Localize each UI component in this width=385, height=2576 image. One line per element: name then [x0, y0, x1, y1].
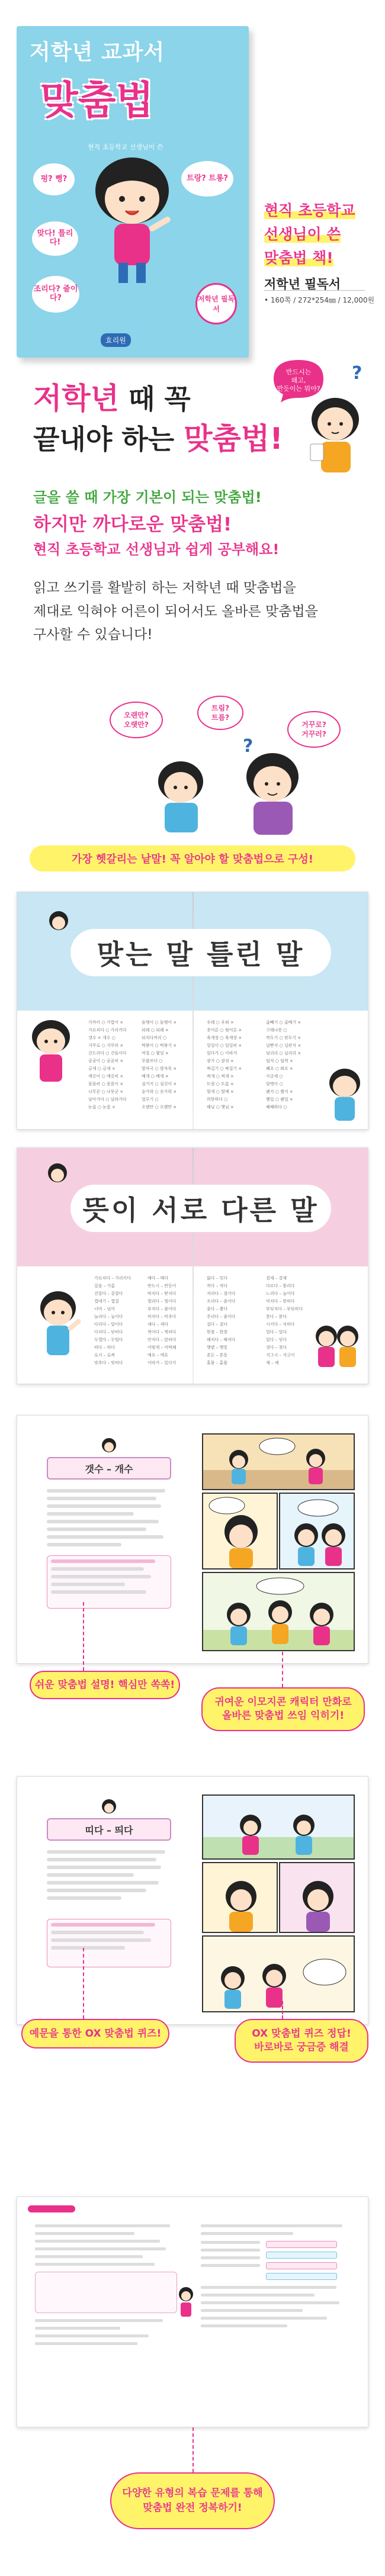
callout-explanation: 쉬운 맞춤법 설명! 핵심만 쏙쏙! — [30, 1671, 180, 1699]
spread-title: 뜻이 서로 다른 말 — [70, 1185, 331, 1232]
teacher-line-1: 현직 초등학교 — [264, 202, 355, 219]
intro-headline — [33, 379, 283, 459]
headline-d: 맞춤법! — [184, 421, 283, 456]
word-table-right-2: 결제 – 결재 다르다 – 틀리다 느리다 – 늘이다 마치다 – 맞히다 부딪치다 – 부딪히다 붓다 – 붇다 시키다 – 식히다 업다 – 엎다 있다 – 잇다 젓다 – 젖다 지그시 – 지긋이 채 – 체 — [266, 1276, 303, 1365]
svg-text:반듯이는 뭐야?: 반듯이는 뭐야? — [277, 385, 320, 393]
comic-panel-3 — [279, 1493, 355, 1570]
cover-girl-illustration — [82, 144, 182, 287]
comic-panel-1 — [202, 1794, 355, 1860]
explanation-text — [47, 1850, 171, 1904]
explanation-title: 띠다 – 띄다 — [47, 1818, 171, 1841]
headline-b: 때 꼭 — [118, 383, 191, 415]
review-callout — [110, 2472, 275, 2529]
svg-text:트림?: 트림? — [211, 704, 230, 712]
svg-text:반드시는: 반드시는 — [285, 368, 312, 376]
two-characters — [313, 1320, 361, 1373]
boy-character — [324, 1065, 365, 1124]
callout-answer-line-2: 바로바로 궁금증 해결 — [254, 2041, 349, 2053]
callout-comic-line-1: 귀여운 이모지콘 캐릭터 만화로 — [214, 1696, 352, 1709]
connector-line — [83, 1948, 84, 2019]
word-table-right-1: 우레 ○ 우뢰 × 웃어른 ○ 윗어른 × 육개장 ○ 육계장 × 일일이 ○ 일일히 × 있다가 ○ 이따가 잠가 ○ 잠궈 × 짜깁기 ○ 짜집기 × 찌개 ○ 찌게 × 트림 ○ 트름 × 할게 ○ 할께 × 희한하다 ○ 해님 ○ 햇님 × — [207, 1020, 242, 1109]
comic-panel-4 — [202, 1572, 355, 1651]
svg-text:오랫만?: 오랫만? — [124, 721, 149, 729]
lesson-page-2 — [17, 1776, 368, 2025]
cover-sticker: 저학년 필독서 — [195, 283, 237, 324]
word-table-right-2: 곱빼기 ○ 곱배기 × 구레나룻 ○ 깍두기 ○ 깎두기 × 널빤지 ○ 널판지 × 늴리리 ○ 닐리리 × 덥석 ○ 덥썩 × 봬요 ○ 뵈요 × 사글세 ○ 알맹이 ○ 왠지 ○ 웬지 × 웬일 ○ 왠일 × 쩨쩨하다 ○ — [266, 1020, 301, 1109]
comic-panel-4 — [202, 1935, 355, 2012]
callout-answer-line-1: OX 맞춤법 퀴즈 정답! — [252, 2028, 351, 2040]
headline-a: 저학년 — [33, 381, 119, 416]
intro-body-line-3: 구사할 수 있습니다! — [33, 627, 153, 643]
explanation-card — [35, 1800, 183, 1996]
comic-panel-3 — [279, 1862, 355, 1933]
review-callout-line-2: 맞춤법 완전 정복하기! — [143, 2502, 242, 2514]
connector-line — [282, 2001, 283, 2019]
cover-bubble-3: 맞다! 틀리다! — [32, 221, 78, 256]
mini-character-icon — [100, 1798, 118, 1816]
review-callout-line-1: 다양한 유형의 복습 문제를 통해 — [122, 2487, 263, 2500]
comic-panel-2 — [202, 1493, 278, 1570]
svg-text:거꾸러?: 거꾸러? — [301, 730, 326, 738]
svg-text:오랜만?: 오랜만? — [124, 711, 149, 719]
spread-title: 맞는 말 틀린 말 — [70, 929, 331, 976]
book-cover — [17, 26, 249, 358]
explanation-card — [35, 1439, 183, 1635]
mini-character — [47, 909, 70, 932]
intro-pink-line-2: 현직 초등학교 선생님과 쉽게 공부해요! — [33, 541, 280, 558]
review-answer-box — [35, 2272, 177, 2313]
matching-row — [201, 2241, 355, 2280]
comic-panel-1 — [202, 1433, 355, 1490]
svg-text:거꾸로?: 거꾸로? — [301, 721, 326, 729]
word-table-left-1: 가르치다 – 가리키다 갈음 – 가름 걷잡다 – 겉잡다 껍데기 – 껍질 너머 – 넘어 늘리다 – 늘이다 다리다 – 달이다 다치다 – 닫히다 두껍다 – 두텁다 띠다 – 띄다 로서 – 로써 맞추다 – 맞히다 — [94, 1276, 131, 1365]
cover-main-title: 맞춤법 — [40, 78, 154, 123]
review-page — [17, 2196, 368, 2427]
connector-line — [83, 1602, 84, 1671]
intro-body — [33, 577, 318, 647]
cover-bubble-2: 트랑? 트롱? — [181, 161, 233, 197]
page-fold — [192, 892, 194, 1129]
teacher-line-3: 맞춤법 책! — [264, 249, 333, 266]
intro-pink-line-1: 하지만 까다로운 맞춤법! — [33, 514, 232, 535]
svg-text:왜고,: 왜고, — [291, 377, 306, 384]
svg-text:?: ? — [352, 363, 362, 384]
boy-character — [31, 1288, 85, 1365]
book-name: 저학년 필독서 — [264, 277, 341, 291]
cover-bubble-1: 펑? 뻥? — [33, 163, 75, 195]
cover-bubble-4: 조리다? 줄이다? — [32, 276, 79, 313]
headline-c: 끝내야 하는 — [33, 423, 184, 455]
ox-quiz-box — [47, 1919, 171, 1967]
quiz-box — [47, 1555, 171, 1609]
review-tag — [28, 2205, 75, 2212]
kids-caption: 가장 헷갈리는 낱말! 꼭 알아야 할 맞춤법으로 구성! — [30, 845, 355, 871]
comic-strip — [202, 1794, 356, 2014]
cover-top-title: 저학년 교과서 — [30, 40, 165, 65]
review-left-column — [35, 2224, 177, 2350]
intro-green-line: 글을 쓸 때 가장 기본이 되는 맞춤법! — [33, 489, 262, 506]
callout-ox-answer — [235, 2019, 368, 2063]
svg-text:?: ? — [243, 736, 254, 757]
intro-body-line-1: 읽고 쓰기를 활발히 하는 저학년 때 맞춤법을 — [33, 580, 296, 596]
connector-line — [282, 1652, 283, 1687]
connector-line — [192, 2427, 194, 2472]
review-right-column — [201, 2224, 355, 2332]
page-fold — [192, 1148, 194, 1384]
teacher-line-2: 선생님이 쓴 — [264, 226, 341, 243]
mini-character-icon — [100, 1437, 118, 1455]
intro-body-line-2: 제대로 익혀야 어른이 되어서도 올바른 맞춤법을 — [33, 603, 318, 619]
word-table-right-1: 잃다 – 잊다 작다 – 적다 저리다 – 절이다 조리다 – 졸이다 좇다 – 쫓다 주리다 – 줄이다 집다 – 짚다 한참 – 한창 해치다 – 헤치다 햇볕 – 햇빛 혼돈 – 혼동 홀몸 – 홑몸 — [207, 1276, 236, 1365]
callout-comic-line-2: 올바른 맞춤법 쓰임 익히기! — [222, 1710, 345, 1722]
explanation-title: 갯수 – 개수 — [47, 1457, 171, 1480]
word-table-left-2: 돌멩이 ○ 돌맹이 × 되레 ○ 되래 × 뒤치다꺼리 ○ 떡볶이 ○ 떡볶기 × 며칠 ○ 몇일 × 무릅쓰다 ○ 발자국 ○ 발자욱 × 베개 ○ 배게 × 설거지 ○ 설겆이 × 숟가락 ○ 숫가락 × 얼루기 ○ 오랜만 ○ 오랫만 × — [142, 1020, 177, 1109]
comic-panel-2 — [202, 1862, 278, 1933]
lesson-page-1 — [17, 1415, 368, 1664]
mini-character-icon — [177, 2286, 195, 2321]
callout-ox-quiz: 예문을 통한 OX 맞춤법 퀴즈! — [21, 2019, 169, 2048]
mini-character — [46, 1161, 69, 1185]
cover-subtitle: 현직 초등학교 선생님이 쓴 — [88, 143, 163, 151]
girl-character — [24, 1017, 78, 1088]
word-table-left-1: 가까이 ○ 가깝이 × 가르치다 ○ 가리키다 갯수 × 개수 ○ 거꾸로 ○ 거꾸러 × 건드리다 ○ 건들이다 곰곰이 ○ 곰곰히 × 금세 ○ 금새 × 깨끗이 ○ 깨끗히 × 꼼꼼히 ○ 꼼꼼이 × 나무꾼 ○ 나뭇군 × 날아가다 ○ 날라가다 눈곱 ○ 눈꼽 × — [88, 1020, 127, 1109]
comic-strip — [202, 1433, 356, 1652]
explanation-text — [47, 1489, 171, 1551]
cover-publisher: 효리원 — [101, 333, 131, 347]
spread-page-2 — [17, 1147, 368, 1384]
callout-comic — [201, 1687, 365, 1731]
svg-text:트름?: 트름? — [211, 713, 230, 722]
book-spec: • 160쪽 / 272*254㎜ / 12,000원 — [264, 296, 375, 304]
kids-illustration — [95, 693, 355, 841]
intro-girl-illustration — [269, 355, 370, 480]
teacher-tagline — [264, 199, 355, 270]
word-table-left-2: 매다 – 메다 반드시 – 반듯이 바치다 – 받치다 벌리다 – 벌이다 부치다 – 붙이다 비치다 – 비추다 새다 – 세다 썩이다 – 썩히다 안치다 – 앉히다 어떻게 – 어떡해 예요 – 에요 이따가 – 있다가 — [147, 1276, 177, 1365]
spread-page-1 — [17, 892, 368, 1130]
